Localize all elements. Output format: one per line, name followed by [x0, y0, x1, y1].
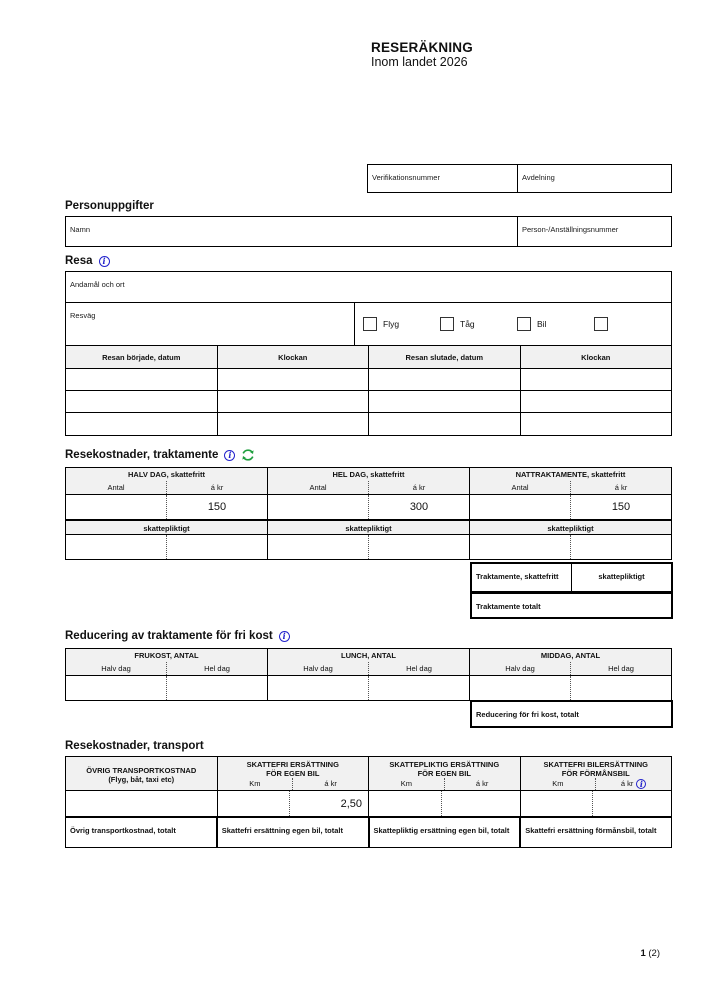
total-label: Skattefri ersättning förmånsbil, totalt: [525, 826, 657, 835]
verification-number-field[interactable]: [368, 165, 518, 192]
trip-section-heading: [65, 255, 110, 267]
allowance-summary-box: [470, 562, 673, 593]
antal-input-cell[interactable]: [66, 495, 167, 519]
antal-input-cell[interactable]: [268, 495, 369, 519]
transport-heading-text: Resekostnader, transport: [65, 740, 204, 752]
allowance-free-total-field[interactable]: [472, 564, 572, 591]
group-title: LUNCH, ANTAL: [268, 649, 469, 662]
antal-subheader: Antal: [470, 481, 571, 494]
travel-mode-group: [355, 303, 671, 345]
reduction-table: [65, 648, 672, 701]
halvdag-input-cell[interactable]: [268, 676, 369, 700]
km-subheader: Km: [521, 778, 597, 790]
total-label: Skattefri ersättning egen bil, totalt: [221, 826, 344, 835]
cell-start-date[interactable]: [66, 391, 218, 412]
akr-value-cell[interactable]: 150: [207, 501, 227, 513]
trip-table-header: [66, 346, 671, 369]
km-input-cell[interactable]: [369, 791, 442, 816]
verification-number-label: Verifikationsnummer: [372, 173, 440, 182]
halvdag-subheader: Halv dag: [66, 662, 167, 675]
km-subheader: Km: [218, 778, 294, 790]
page-number: [560, 948, 660, 959]
checkbox-item-bil: [517, 317, 594, 331]
cell-start-date[interactable]: [66, 369, 218, 390]
taxable-antal-cell[interactable]: [268, 535, 369, 559]
cell-end-date[interactable]: [369, 369, 521, 390]
allowance-taxable-total-field[interactable]: [572, 564, 671, 591]
akr-subheader: [596, 778, 671, 790]
header-line1: SKATTEPLIKTIG ERSÄTTNING: [389, 760, 500, 769]
cell-end-time[interactable]: [521, 413, 672, 435]
taxable-subheader: skattepliktigt: [470, 519, 671, 535]
taxable-subheader: skattepliktigt: [66, 519, 267, 535]
akr-value-cell[interactable]: 300: [409, 501, 429, 513]
col-header-start-date: Resan började, datum: [66, 346, 218, 368]
taxable-own-car-total-field[interactable]: [370, 818, 522, 847]
cell-end-time[interactable]: [521, 369, 672, 390]
allowance-free-label: Traktamente, skattefritt: [476, 572, 559, 581]
group-title: NATTRAKTAMENTE, skattefritt: [470, 468, 671, 481]
personal-section-heading: [65, 200, 154, 212]
total-label: Övrig transportkostnad, totalt: [70, 826, 176, 835]
verification-box: [367, 164, 672, 193]
allowance-total-box[interactable]: [470, 592, 673, 619]
page-current: 1: [640, 948, 646, 959]
transport-totals-row: [66, 816, 671, 847]
group-title: FRUKOST, ANTAL: [66, 649, 267, 662]
group-title: HEL DAG, skattefritt: [268, 468, 469, 481]
cell-start-time[interactable]: [218, 369, 370, 390]
tag-label: Tåg: [460, 319, 475, 329]
cell-start-time[interactable]: [218, 391, 370, 412]
taxable-akr-cell[interactable]: [369, 535, 469, 559]
trip-table-row: [66, 369, 671, 391]
reduction-group-lunch: [268, 649, 470, 700]
header-taxfree-benefit-car: [521, 757, 672, 790]
trip-table-row: [66, 413, 671, 435]
allowance-heading-text: Resekostnader, traktamente: [65, 449, 219, 461]
other-checkbox[interactable]: [594, 317, 608, 331]
allowance-total-label: Traktamente totalt: [476, 602, 541, 611]
transport-value-row: [66, 791, 671, 816]
total-label: Skattepliktig ersättning egen bil, totalt: [373, 826, 510, 835]
other-transport-total-field[interactable]: [66, 818, 218, 847]
purpose-field[interactable]: [66, 272, 671, 303]
reduction-total-label: Reducering för fri kost, totalt: [476, 710, 579, 719]
col-header-end-date: Resan slutade, datum: [369, 346, 521, 368]
header-line1: SKATTEFRI BILERSÄTTNING: [543, 760, 648, 769]
reduction-total-box[interactable]: [470, 700, 673, 728]
transport-table: [65, 756, 672, 848]
heldag-subheader: Hel dag: [204, 664, 230, 673]
trip-table-row: [66, 391, 671, 413]
taxable-antal-cell[interactable]: [470, 535, 571, 559]
checkbox-item-flyg: [363, 317, 440, 331]
group-title: MIDDAG, ANTAL: [470, 649, 671, 662]
akr-value-cell[interactable]: [593, 791, 671, 816]
allowance-group-heldag: [268, 468, 470, 559]
taxable-subheader: skattepliktigt: [268, 519, 469, 535]
allowance-group-halvdag: [66, 468, 268, 559]
antal-input-cell[interactable]: [470, 495, 571, 519]
halvdag-subheader: Halv dag: [268, 662, 369, 675]
cell-start-time[interactable]: [218, 413, 370, 435]
akr-subheader: á kr: [475, 779, 489, 788]
heldag-input-cell[interactable]: [369, 676, 469, 700]
other-transport-input-cell[interactable]: [66, 791, 218, 816]
akr-label: á kr: [620, 779, 634, 788]
header-taxfree-own-car: [218, 757, 370, 790]
checkbox-item-tag: [440, 317, 517, 331]
km-subheader: Km: [369, 778, 445, 790]
heldag-subheader: Hel dag: [406, 664, 432, 673]
bil-checkbox[interactable]: [517, 317, 531, 331]
tag-checkbox[interactable]: [440, 317, 454, 331]
flyg-label: Flyg: [383, 319, 400, 329]
cell-end-date[interactable]: [369, 413, 521, 435]
page-total: (2): [648, 948, 660, 959]
km-input-cell[interactable]: [218, 791, 291, 816]
akr-value-cell[interactable]: 2,50: [340, 797, 362, 810]
header-line2: FÖR FÖRMÅNSBIL: [561, 769, 630, 778]
heldag-input-cell[interactable]: [571, 676, 671, 700]
taxable-antal-cell[interactable]: [66, 535, 167, 559]
allowance-group-natt: [470, 468, 671, 559]
bil-label: Bil: [537, 319, 547, 329]
halvdag-input-cell[interactable]: [470, 676, 571, 700]
antal-subheader: Antal: [268, 481, 369, 494]
personal-box: [65, 216, 672, 247]
info-icon[interactable]: [279, 631, 290, 642]
purpose-label: Andamål och ort: [70, 280, 125, 289]
info-icon[interactable]: [636, 779, 646, 789]
info-icon[interactable]: [224, 450, 235, 461]
taxfree-own-car-total-field[interactable]: [218, 818, 370, 847]
employee-number-field[interactable]: [518, 217, 671, 246]
header-line1: SKATTEFRI ERSÄTTNING: [246, 760, 339, 769]
reduction-group-middag: [470, 649, 671, 700]
route-row: [66, 303, 671, 346]
taxable-akr-cell[interactable]: [167, 535, 267, 559]
cell-start-date[interactable]: [66, 413, 218, 435]
document-title-block: [371, 40, 473, 69]
antal-subheader: Antal: [66, 481, 167, 494]
akr-subheader: á kr: [210, 483, 224, 492]
header-line2: FÖR EGEN BIL: [417, 769, 471, 778]
akr-value-cell[interactable]: [442, 791, 520, 816]
header-line2: (Flyg, båt, taxi etc): [108, 775, 175, 784]
taxable-akr-cell[interactable]: [571, 535, 671, 559]
km-input-cell[interactable]: [521, 791, 594, 816]
header-taxable-own-car: [369, 757, 521, 790]
col-header-start-time: Klockan: [218, 346, 370, 368]
reduction-section-heading: [65, 630, 290, 642]
cell-end-date[interactable]: [369, 391, 521, 412]
reduction-group-frukost: [66, 649, 268, 700]
heldag-subheader: Hel dag: [608, 664, 634, 673]
akr-subheader: á kr: [412, 483, 426, 492]
reduction-heading-text: Reducering av traktamente för fri kost: [65, 630, 273, 642]
akr-value-cell[interactable]: 150: [611, 501, 631, 513]
allowance-taxable-label: skattepliktigt: [598, 572, 645, 581]
checkbox-item-other: [594, 317, 671, 331]
name-field[interactable]: [66, 217, 518, 246]
heldag-input-cell[interactable]: [167, 676, 267, 700]
personal-heading-text: Personuppgifter: [65, 200, 154, 212]
trip-heading-text: Resa: [65, 255, 93, 267]
taxfree-own-car-cells: [218, 791, 370, 816]
halvdag-input-cell[interactable]: [66, 676, 167, 700]
header-line2: FÖR EGEN BIL: [266, 769, 320, 778]
trip-box: [65, 271, 672, 436]
header-other-transport: [66, 757, 218, 790]
employee-number-label: Person-/Anställningsnummer: [522, 225, 619, 234]
transport-table-header: [66, 757, 671, 791]
cell-end-time[interactable]: [521, 391, 672, 412]
route-label: Resväg: [70, 311, 96, 320]
document-title: RESERÄKNING: [371, 40, 473, 55]
taxfree-benefit-car-cells: [521, 791, 672, 816]
allowance-section-heading: [65, 449, 255, 461]
akr-subheader: á kr: [614, 483, 628, 492]
allowance-table: [65, 467, 672, 560]
taxfree-benefit-car-total-field[interactable]: [521, 818, 671, 847]
department-label: Avdelning: [522, 173, 555, 182]
halvdag-subheader: Halv dag: [470, 662, 571, 675]
col-header-end-time: Klockan: [581, 352, 611, 362]
group-title: HALV DAG, skattefritt: [66, 468, 267, 481]
document-subtitle: Inom landet 2026: [371, 55, 468, 69]
header-line1: ÖVRIG TRANSPORTKOSTNAD: [86, 766, 197, 775]
akr-subheader: á kr: [324, 779, 337, 788]
taxable-own-car-cells: [369, 791, 521, 816]
route-field[interactable]: [66, 303, 355, 345]
info-icon[interactable]: [99, 256, 110, 267]
department-field[interactable]: [518, 165, 671, 192]
sync-icon[interactable]: [241, 449, 255, 461]
name-label: Namn: [70, 225, 91, 234]
flyg-checkbox[interactable]: [363, 317, 377, 331]
transport-section-heading: [65, 740, 204, 752]
